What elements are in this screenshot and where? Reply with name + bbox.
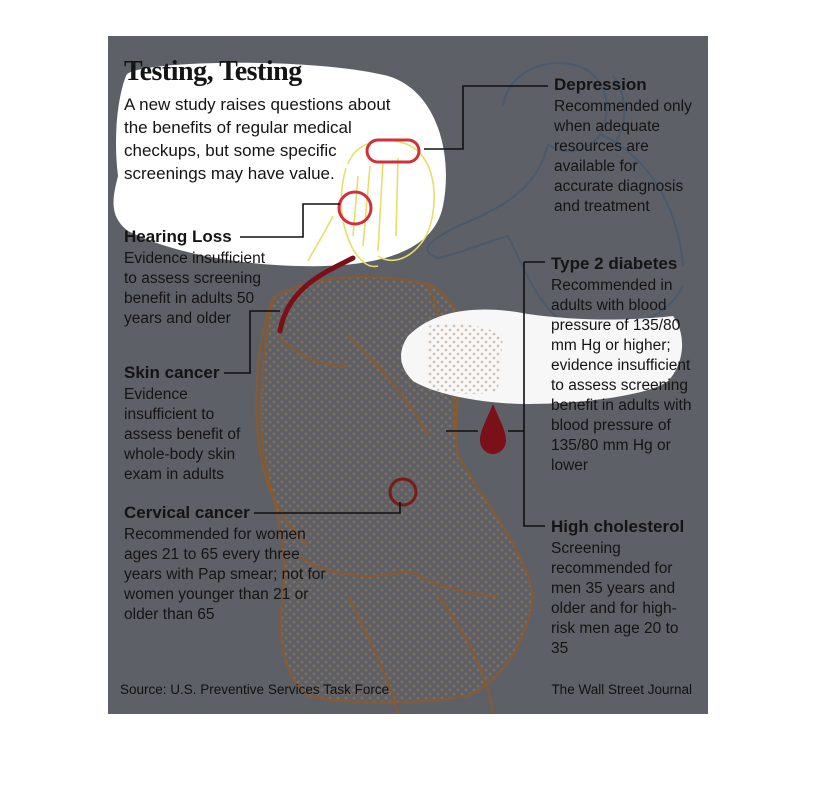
skin-cancer-body: Evidence insufficient to assess benefit of whole-body skin exam in adults <box>124 386 241 483</box>
depression-body: Recommended only when adequate resources are available for accurate diagnosis and treatment <box>554 98 692 215</box>
intro-text: A new study raises questions about the benefits of regular medical checkups, but some specific screenings may have value. <box>124 95 391 183</box>
cervical-cancer-heading: Cervical cancer <box>124 503 250 522</box>
high-cholesterol-heading: High cholesterol <box>551 517 685 536</box>
page-title: Testing, Testing <box>124 56 302 87</box>
publisher-credit: The Wall Street Journal <box>551 682 692 697</box>
cervical-cancer-body: Recommended for women ages 21 to 65 every three years with Pap smear; not for women younger than 21 or older than 65 <box>124 526 326 623</box>
blood-drop-icon <box>480 404 506 454</box>
source-note: Source: U.S. Preventive Services Task Force <box>120 682 390 697</box>
infographic-panel <box>108 36 708 714</box>
hearing-loss-heading: Hearing Loss <box>124 227 232 246</box>
high-cholesterol-body: Screening recommended for men 35 years and older and for high-risk men age 20 to 35 <box>551 540 679 657</box>
hearing-loss-body: Evidence insufficient to assess screening benefit in adults 50 years and older <box>124 250 266 327</box>
skin-cancer-heading: Skin cancer <box>124 363 220 382</box>
depression-heading: Depression <box>554 75 647 94</box>
type2-diabetes-body: Recommended in adults with blood pressure of 135/80 mm Hg or higher; evidence insufficient to assess screening benefit in adults with blood pressure of 135/80 mm Hg or lower <box>551 277 692 474</box>
type2-diabetes-heading: Type 2 diabetes <box>551 254 678 273</box>
